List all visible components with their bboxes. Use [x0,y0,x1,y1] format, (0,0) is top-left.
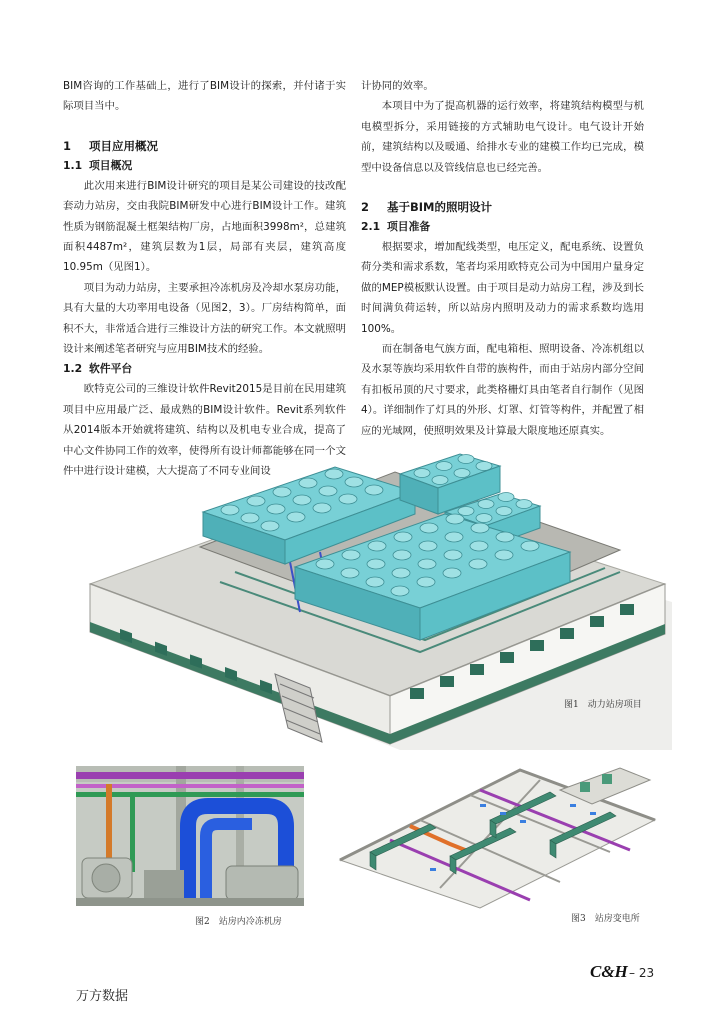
subsection-2-1-title: 项目准备 [387,220,431,234]
figure-1-caption: 图1 动力站房项目 [564,700,642,710]
figure-3-svg [330,760,660,910]
figure-3-substation-render [330,760,660,910]
journal-logo: C&H [590,962,628,981]
paragraph-2-1-a: 根据要求，增加配线类型，电压定义，配电系统、设置负荷分类和需求系数，笔者均采用欧特克公司为中国用户量身定做的MEP模板默认设置。由于项目是动力站房工程，涉及到长时间满负荷运转，所以站房内照明及动力的需求系数均选用100%。 [361,241,644,335]
subsection-2-1-heading [361,217,644,237]
paragraph-continuation: 计协同的效率。 [361,80,434,92]
subsection-1-1-title: 项目概况 [89,158,133,172]
figure-2-caption: 图2 站房内冷冻机房 [195,917,282,927]
paragraph-model-split: 本项目中为了提高机器的运行效率，将建筑结构模型与机电模型拆分，采用链接的方式辅助电气设计。电气设计开始前，建筑结构以及暖通、给排水专业的建模工作均已完成，模型中设备信息以及管线信息也已经完善。 [361,100,644,174]
subsection-2-1-number: 2.1 [361,220,381,234]
section-1-title: 项目应用概况 [89,138,158,153]
figure-3-caption: 图3 站房变电所 [571,914,640,924]
paragraph-1-1-a: 此次用来进行BIM设计研究的项目是某公司建设的技改配套动力站房，交由我院BIM研发中心进行BIM设计工作。建筑性质为钢筋混凝土框架结构厂房，占地面积3998m²，总建筑面积4487m²，建筑层数为1层，局部有夹层，建筑高度10.95m（见图1）。 [63,179,346,274]
section-1-number: 1 [63,138,72,153]
subsection-1-1-heading [63,156,346,176]
subsection-1-2-title: 软件平台 [89,362,133,376]
paragraph-1-2: 欧特克公司的三维设计软件Revit2015是目前在民用建筑项目中应用最广泛、最成熟的BIM设计软件。Revit系列软件从2014版本开始就将建筑、结构以及机电专业合成，提高了中心文件协同工作的效率，使得所有设计师都能够在同一个文件中进行设计建模，大大提高了不同专业间设 [63,383,346,478]
section-2-title: 基于BIM的照明设计 [387,200,492,215]
right-column [361,76,644,441]
paragraph-1-1-b: 项目为动力站房，主要承担冷冻机房及冷却水泵房功能，具有大量的大功率用电设备（见图2，3）。厂房结构简单，面积不大，非常适合进行三维设计方法的研究工作。本文就照明设计来阐述笔者研究与应用BIM技术的经验。 [63,281,346,356]
subsection-1-2-number: 1.2 [63,362,83,376]
subsection-1-1-number: 1.1 [63,158,83,172]
subsection-1-2-heading [63,359,346,379]
paragraph-intro: BIM咨询的工作基础上，进行了BIM设计的探索，并付诸于实际项目当中。 [63,80,346,113]
figure-2-svg [76,766,304,906]
watermark-text: 万方数据 [76,989,129,1004]
page-number: – 23 [629,966,655,980]
section-2-heading [361,197,644,217]
section-1-heading [63,136,346,156]
paragraph-2-1-b: 而在制备电气族方面，配电箱柜、照明设备、冷冻机组以及水泵等族均采用软件自带的族构件，而由于站房内部分空间有扣板吊顶的尺寸要求，此类格栅灯具由笔者自行制作（见图4）。详细制作了灯具的外形、灯罩、灯管等构件，并配置了相应的光域网，使照明效果及计算最大限度地还原真实。 [361,343,644,437]
section-2-number: 2 [361,200,370,215]
left-column [63,76,346,482]
figure-2-chiller-room-render [76,766,304,906]
